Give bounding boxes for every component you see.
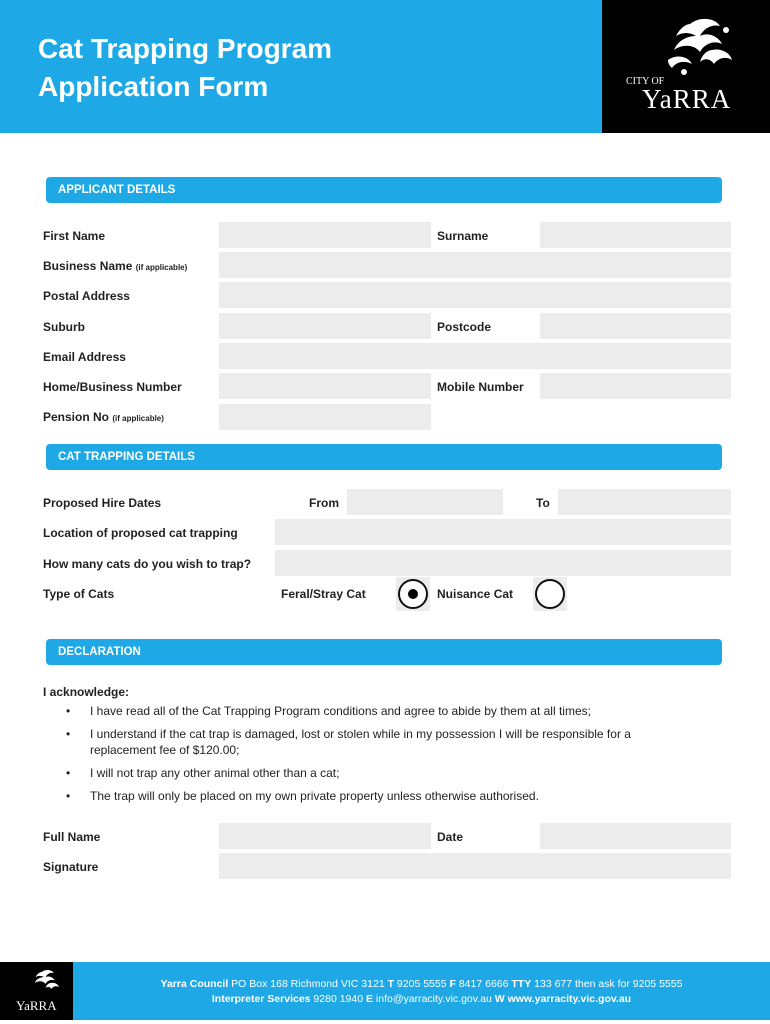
footer-yarra-emblem-icon [28, 968, 64, 998]
header-banner [0, 0, 602, 133]
pension-label [43, 410, 164, 424]
yarra-emblem-icon [660, 14, 742, 86]
logo-yarra-text: YaRRA [642, 84, 732, 114]
from-date-field[interactable] [347, 489, 503, 515]
footer-website-link[interactable]: www.yarracity.vic.gov.au [504, 993, 632, 1005]
nuisance-label: Nuisance Cat [437, 587, 514, 601]
footer-contact-bar [73, 962, 770, 1020]
declaration-item: • I will not trap any other animal other than a cat; [66, 765, 696, 781]
nuisance-radio-wrap [533, 577, 567, 611]
declaration-item: • I understand if the cat trap is damaged, lost or stolen while in my possession I will be responsible for a replacement fee of $120.00; [66, 726, 696, 758]
postcode-field[interactable] [540, 313, 731, 339]
business-name-label [43, 259, 187, 273]
applicant-details-title: APPLICANT DETAILS [58, 184, 176, 196]
postcode-label: Postcode [437, 320, 492, 334]
footer-logo [0, 962, 73, 1020]
title-line-1: Cat Trapping Program [38, 33, 333, 64]
declaration-item: • The trap will only be placed on my own private property unless otherwise authorised. [66, 788, 696, 804]
footer-email-link[interactable]: info@yarracity.vic.gov.au [373, 993, 495, 1005]
trapping-details-header [46, 444, 722, 470]
home-number-label: Home/Business Number [43, 380, 182, 394]
title-line-2: Application Form [38, 71, 269, 102]
declaration-title: DECLARATION [58, 646, 141, 658]
suburb-label: Suburb [43, 320, 85, 334]
pension-if-applicable-note: (if applicable) [112, 414, 164, 423]
acknowledge-heading: I acknowledge: [43, 685, 130, 699]
first-name-label: First Name [43, 229, 106, 243]
hire-dates-label: Proposed Hire Dates [43, 496, 162, 510]
declaration-header [46, 639, 722, 665]
footer-line-1: Yarra Council PO Box 168 Richmond VIC 3121 T 9205 5555 F 8417 6666 TTY 133 677 then ask for 9205 5555 [160, 978, 683, 990]
pension-text: Pension No [43, 410, 110, 424]
suburb-field[interactable] [219, 313, 431, 339]
nuisance-radio[interactable] [535, 579, 565, 609]
pension-field[interactable] [219, 404, 431, 430]
location-label: Location of proposed cat trapping [43, 526, 238, 540]
postal-address-label: Postal Address [43, 289, 130, 303]
signature-label: Signature [43, 860, 99, 874]
feral-radio-wrap [396, 577, 430, 611]
footer-line-2: Interpreter Services 9280 1940 E info@yarracity.vic.gov.au W www.yarracity.vic.gov.au [211, 993, 632, 1005]
type-of-cats-label: Type of Cats [43, 587, 115, 601]
location-field[interactable] [275, 519, 731, 545]
mobile-number-field[interactable] [540, 373, 731, 399]
email-field[interactable] [219, 343, 731, 369]
date-label: Date [437, 830, 464, 844]
surname-label: Surname [437, 229, 489, 243]
declaration-item: • I have read all of the Cat Trapping Program conditions and agree to abide by them at all times; [66, 703, 696, 719]
to-date-field[interactable] [558, 489, 731, 515]
to-label: To [536, 496, 550, 510]
how-many-label: How many cats do you wish to trap? [43, 557, 252, 571]
postal-address-field[interactable] [219, 282, 731, 308]
full-name-field[interactable] [219, 823, 431, 849]
trapping-details-title: CAT TRAPPING DETAILS [58, 451, 195, 463]
declaration-list [66, 703, 696, 811]
radio-selected-dot [408, 589, 418, 599]
how-many-field[interactable] [275, 550, 731, 576]
from-label: From [309, 496, 339, 510]
first-name-field[interactable] [219, 222, 431, 248]
if-applicable-note: (if applicable) [135, 263, 188, 272]
footer-logo-text: YaRRA [16, 998, 57, 1013]
yarra-logo [602, 0, 770, 133]
logo-city-text: CITY OF [626, 76, 665, 87]
form-title [38, 30, 332, 106]
home-number-field[interactable] [219, 373, 431, 399]
full-name-label: Full Name [43, 830, 101, 844]
applicant-details-header [46, 177, 722, 203]
feral-radio[interactable] [398, 579, 428, 609]
business-name-field[interactable] [219, 252, 731, 278]
surname-field[interactable] [540, 222, 731, 248]
mobile-number-label: Mobile Number [437, 380, 524, 394]
business-name-text: Business Name [43, 259, 133, 273]
signature-field[interactable] [219, 853, 731, 879]
feral-label: Feral/Stray Cat [281, 587, 366, 601]
email-label: Email Address [43, 350, 126, 364]
date-field[interactable] [540, 823, 731, 849]
